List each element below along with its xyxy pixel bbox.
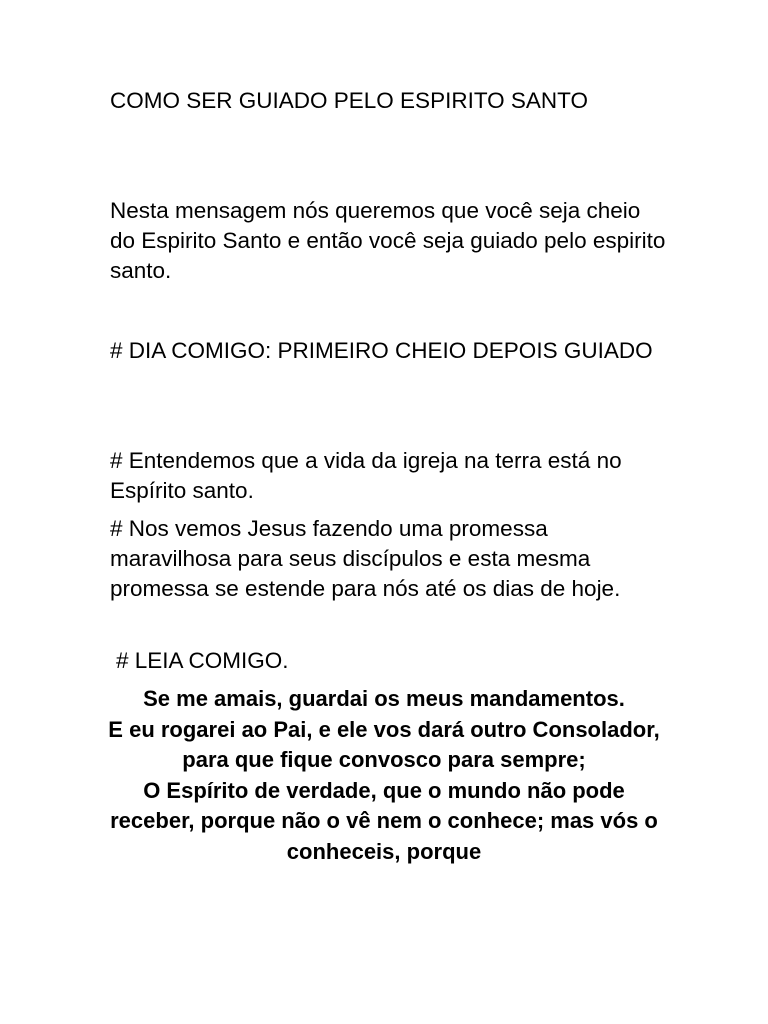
intro-paragraph: Nesta mensagem nós queremos que você seja cheio do Espirito Santo e então você seja guiado pelo espirito santo.: [110, 198, 666, 283]
section-heading-leia-comigo: # LEIA COMIGO.: [116, 648, 289, 673]
quote-verse-3: O Espírito de verdade, que o mundo não pode receber, porque não o vê nem o conhece; mas vós o conheceis, porque: [110, 777, 658, 864]
quote-verse-1: Se me amais, guardai os meus mandamentos.: [143, 686, 625, 711]
quote-verse-2: E eu rogarei ao Pai, e ele vos dará outro Consolador, para que fique convosco para sempre;: [108, 716, 660, 772]
point-entendemos: # Entendemos que a vida da igreja na terra está no Espírito santo.: [110, 448, 622, 503]
point-nos-vemos: # Nos vemos Jesus fazendo uma promessa maravilhosa para seus discípulos e esta mesma promessa se estende para nós até os dias de hoje.: [110, 516, 621, 601]
scripture-quote: [100, 684, 668, 867]
document-title: COMO SER GUIADO PELO ESPIRITO SANTO: [110, 88, 589, 113]
section-heading-dia-comigo: # DIA COMIGO: PRIMEIRO CHEIO DEPOIS GUIADO: [110, 338, 653, 363]
